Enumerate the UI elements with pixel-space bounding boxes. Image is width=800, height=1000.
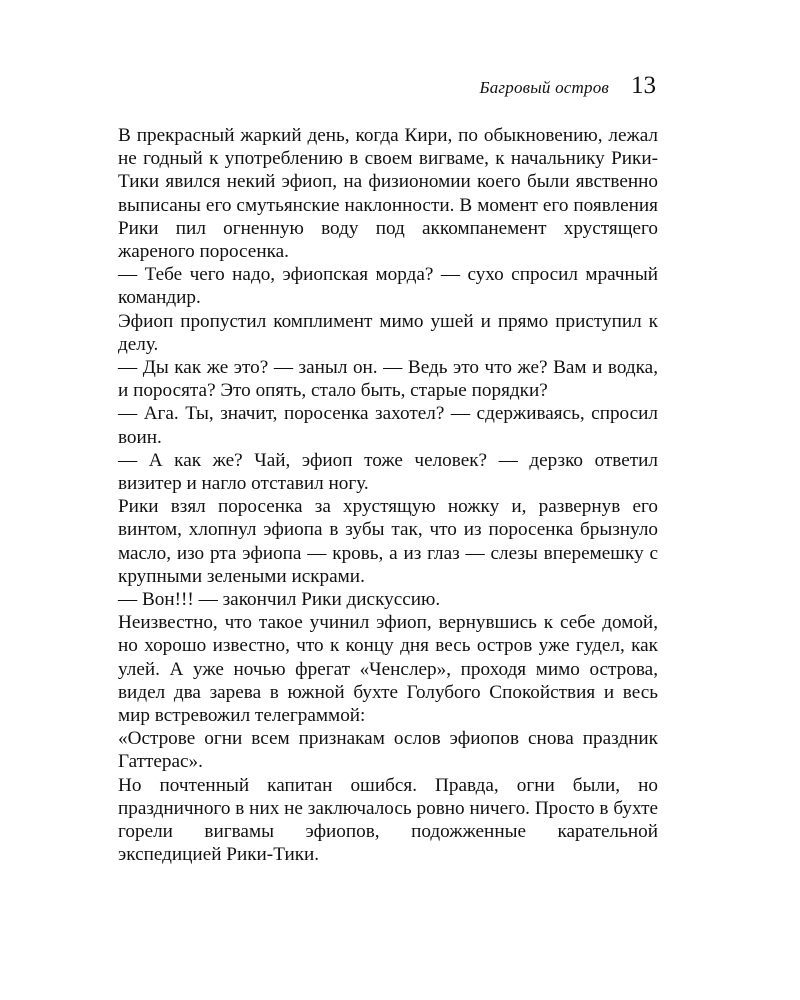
running-header — [479, 72, 656, 106]
page-number: 13 — [631, 72, 656, 99]
paragraph: В прекрасный жаркий день, когда Кири, по обыкновению, лежал не годный к употреблению в своем вигваме, к начальнику Рики-Тики явился некий эфиоп, на физиономии коего были явственно выписаны его смутьянские наклонности. В момент его появления Рики пил огненную воду под аккомпанемент хрустящего жареного поросенка. — [118, 125, 658, 263]
running-title: Багровый остров — [479, 78, 609, 97]
paragraph: Но почтенный капитан ошибся. Правда, огни были, но праздничного в них не заключалось ровно ничего. Просто в бухте горели вигвамы эфиопов, подожженные карательной экспедицией Рики-Тики. — [118, 774, 658, 866]
paragraph: — Вон!!! — закончил Рики дискуссию. — [118, 589, 441, 611]
paragraph: Неизвестно, что такое учинил эфиоп, вернувшись к себе домой, но хорошо известно, что к концу дня весь остров уже гудел, как улей. А уже ночью фрегат «Ченслер», проходя мимо острова, видел два зарева в южной бухте Голубого Спокойствия и весь мир встревожил телеграммой: — [118, 612, 658, 727]
paragraph: — Ды как же это? — заныл он. — Ведь это что же? Вам и водка, и поросята? Это опять, стало быть, старые порядки? — [118, 357, 658, 402]
paragraph: «Острове огни всем признакам ослов эфиопов снова праздник Гаттерас». — [118, 728, 658, 773]
paragraph: Эфиоп пропустил комплимент мимо ушей и прямо приступил к делу. — [118, 310, 658, 355]
body-text — [118, 124, 658, 867]
paragraph: — Ага. Ты, значит, поросенка захотел? — сдерживаясь, спросил воин. — [118, 403, 658, 448]
paragraph: Рики взял поросенка за хрустящую ножку и, развернув его винтом, хлопнул эфиопа в зубы так, что из поросенка брызнуло масло, изо рта эфиопа — кровь, а из глаз — слезы вперемешку с крупными зелеными искрами. — [118, 496, 658, 587]
paragraph: — Тебе чего надо, эфиопская морда? — сухо спросил мрачный командир. — [118, 264, 658, 309]
paragraph: — А как же? Чай, эфиоп тоже человек? — дерзко ответил визитер и нагло отставил ногу. — [118, 449, 658, 495]
